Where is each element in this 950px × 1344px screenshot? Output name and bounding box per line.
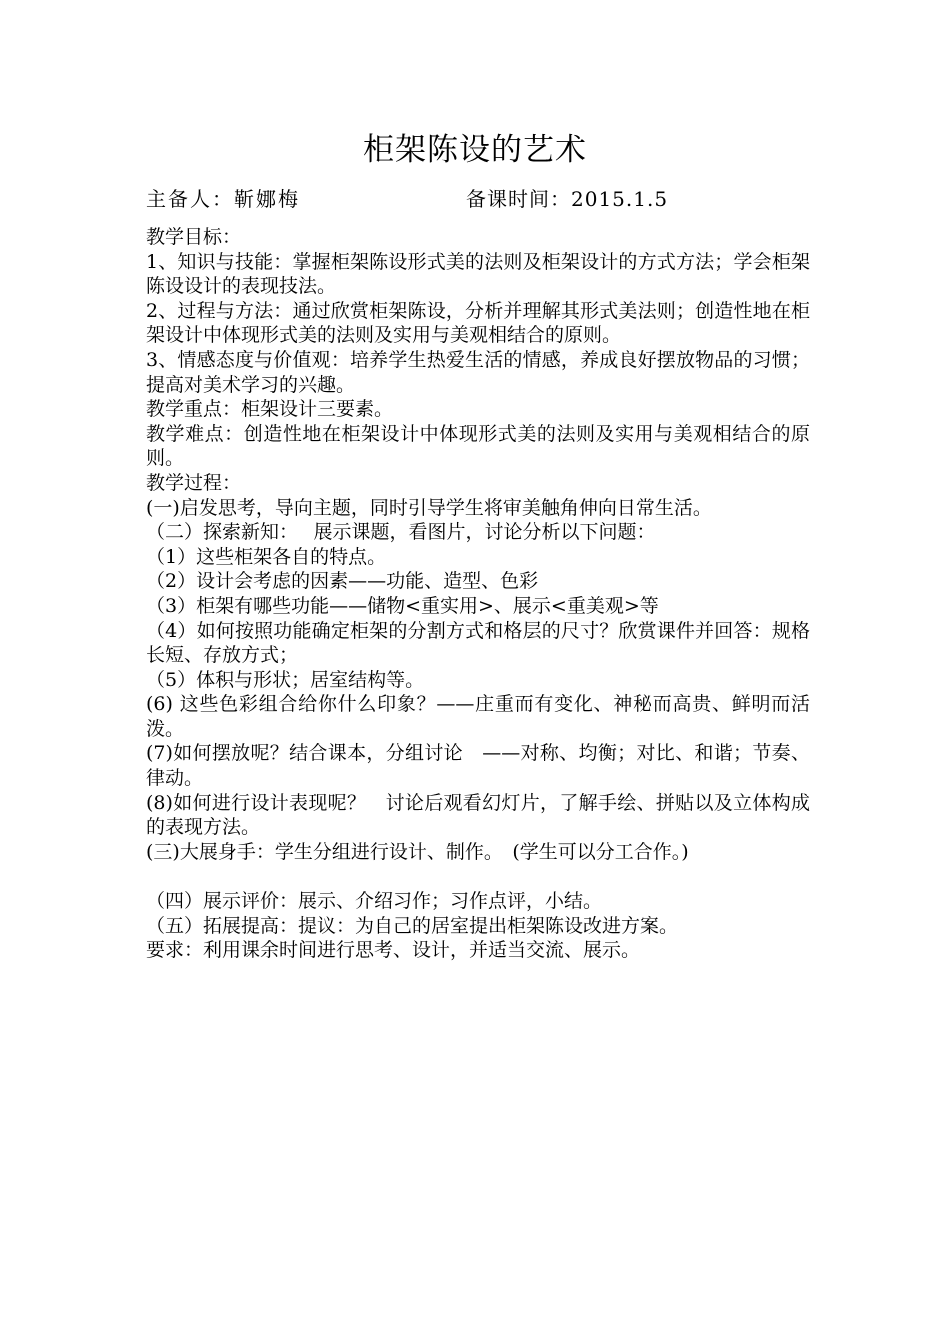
process-step-1: (一)启发思考，导向主题，同时引导学生将审美触角伸向日常生活。 <box>146 496 712 519</box>
question-6: (6) 这些色彩组合给你什么印象？——庄重而有变化、神秘而高贵、鲜明而活泼。 <box>146 693 810 740</box>
section-heading-process: 教学过程： <box>146 471 242 494</box>
question-2: （2）设计会考虑的因素——功能、造型、色彩 <box>146 570 539 593</box>
preparer-label: 主备人：靳娜梅 <box>146 187 300 211</box>
objective-attitude: 3、情感态度与价值观：培养学生热爱生活的情感，养成良好摆放物品的习惯；提高对美术学习的兴趣。 <box>146 348 810 396</box>
objective-knowledge: 1、知识与技能：掌握柜架陈设形式美的法则及柜架设计的方式方法；学会柜架陈设设计的表现技法。 <box>146 250 810 298</box>
teaching-key-point: 教学重点：柜架设计三要素。 <box>146 398 394 421</box>
document-title: 柜架陈设的艺术 <box>363 132 587 168</box>
question-3: （3）柜架有哪些功能——储物<重实用>、展示<重美观>等 <box>146 594 659 617</box>
question-1: （1）这些柜架各自的特点。 <box>146 545 387 568</box>
process-step-3: (三)大展身手：学生分组进行设计、制作。 (学生可以分工合作。) <box>146 840 689 863</box>
prep-date-label: 备课时间：2015.1.5 <box>466 187 669 211</box>
question-4: （4）如何按照功能确定柜架的分割方式和格层的尺寸？欣赏课件并回答：规格长短、存放方式； <box>146 619 810 667</box>
question-5: （5）体积与形状；居室结构等。 <box>146 668 425 691</box>
process-step-4: （四）展示评价：展示、介绍习作；习作点评，小结。 <box>146 890 603 913</box>
requirement: 要求：利用课余时间进行思考、设计，并适当交流、展示。 <box>146 939 641 962</box>
teaching-difficulty: 教学难点：创造性地在柜架设计中体现形式美的法则及实用与美观相结合的原则。 <box>146 422 810 470</box>
question-7: (7)如何摆放呢？结合课本，分组讨论 ——对称、均衡；对比、和谐；节奏、律动。 <box>146 742 810 790</box>
process-step-2: （二）探索新知： 展示课题，看图片，讨论分析以下问题： <box>146 521 656 544</box>
document-body <box>146 225 810 963</box>
question-8: (8)如何进行设计表现呢？ 讨论后观看幻灯片，了解手绘、拼贴以及立体构成的表现方法。 <box>146 791 810 839</box>
objective-process: 2、过程与方法：通过欣赏柜架陈设，分析并理解其形式美法则；创造性地在柜架设计中体现形式美的法则及实用与美观相结合的原则。 <box>146 299 810 347</box>
process-step-5: （五）拓展提高：提议：为自己的居室提出柜架陈设改进方案。 <box>146 914 679 937</box>
section-heading-objectives: 教学目标： <box>146 226 242 248</box>
